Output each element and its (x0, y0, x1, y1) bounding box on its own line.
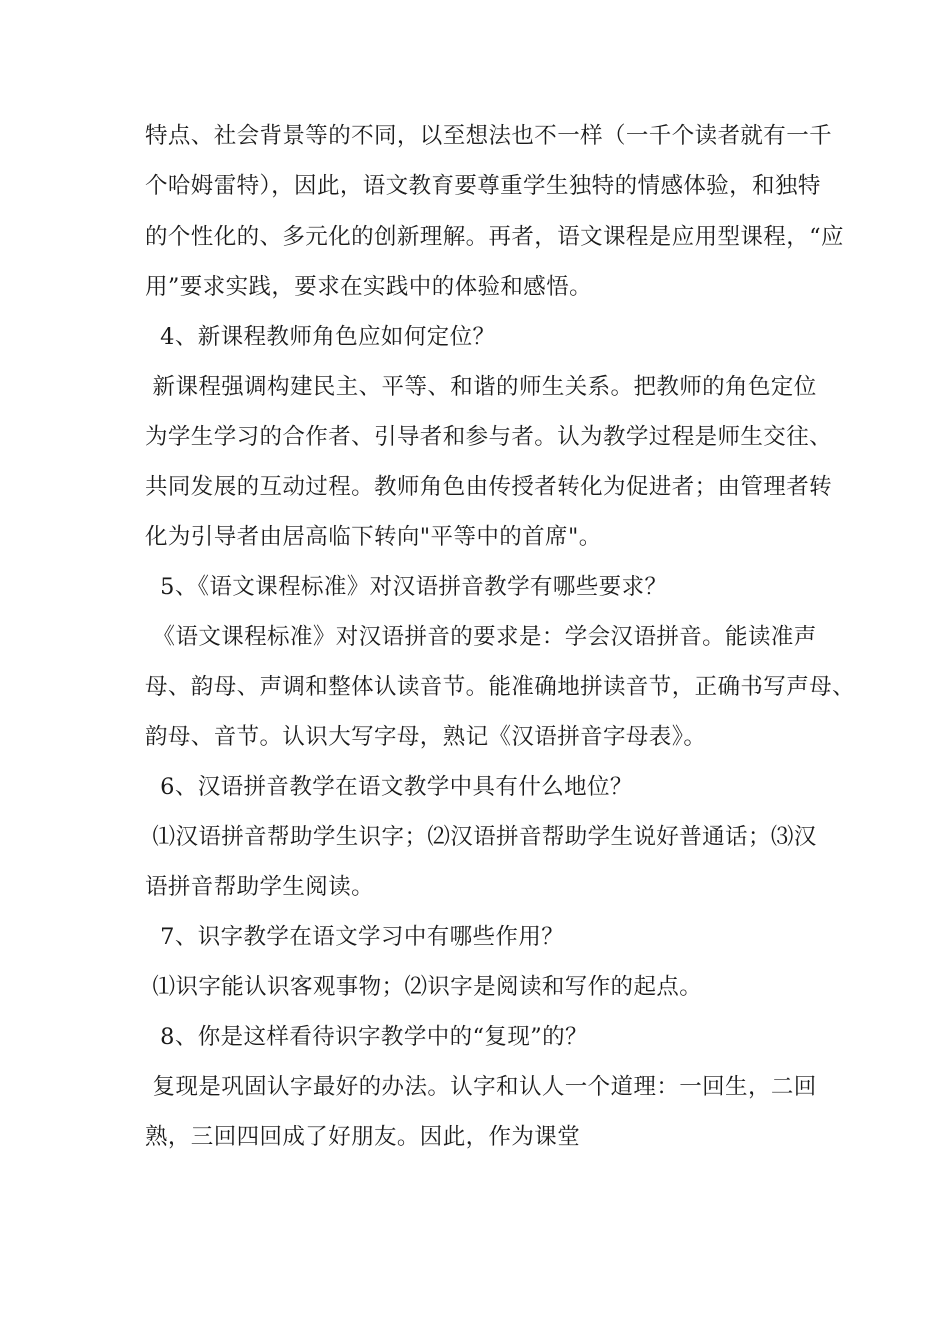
section-heading: 8、你是这样看待识字教学中的“复现”的？ (145, 1024, 588, 1050)
section-heading: 6、汉语拼音教学在语文教学中具有什么地位？ (145, 774, 633, 800)
text-line: 个哈姆雷特），因此，语文教育要尊重学生独特的情感体验，和独特 (145, 173, 821, 199)
text-line: 特点、社会背景等的不同，以至想法也不一样（一千个读者就有一千 (145, 123, 833, 149)
text-line: 用”要求实践，要求在实践中的体验和感悟。 (145, 274, 593, 300)
text-line: 韵母、音节。认识大写字母，熟记《汉语拼音字母表》。 (145, 724, 707, 750)
text-line: 的个性化的、多元化的创新理解。再者，语文课程是应用型课程，“应 (145, 224, 844, 250)
text-line: 熟，三回四回成了好朋友。因此，作为课堂 (145, 1124, 581, 1150)
section-heading: 4、新课程教师角色应如何定位？ (145, 324, 496, 350)
section-heading: 5、《语文课程标准》对汉语拼音教学有哪些要求？ (145, 574, 668, 600)
text-line: 《语文课程标准》对汉语拼音的要求是：学会汉语拼音。能读准声 (145, 624, 817, 650)
text-line: 新课程强调构建民主、平等、和谐的师生关系。把教师的角色定位 (145, 374, 817, 400)
text-line: ⑴识字能认识客观事物；⑵识字是阅读和写作的起点。 (145, 974, 703, 1000)
text-line: 复现是巩固认字最好的办法。认字和认人一个道理：一回生，二回 (145, 1074, 817, 1100)
text-line: 化为引导者由居高临下转向"平等中的首席"。 (145, 524, 602, 550)
text-line: 为学生学习的合作者、引导者和参与者。认为教学过程是师生交往、 (145, 424, 833, 450)
text-line: 共同发展的互动过程。教师角色由传授者转化为促进者；由管理者转 (145, 474, 833, 500)
text-line: 语拼音帮助学生阅读。 (145, 874, 375, 900)
text-line: 母、韵母、声调和整体认读音节。能准确地拼读音节，正确书写声母、 (145, 674, 855, 700)
text-line: ⑴汉语拼音帮助学生识字；⑵汉语拼音帮助学生说好普通话；⑶汉 (145, 824, 817, 850)
section-heading: 7、识字教学在语文学习中有哪些作用？ (145, 924, 565, 950)
